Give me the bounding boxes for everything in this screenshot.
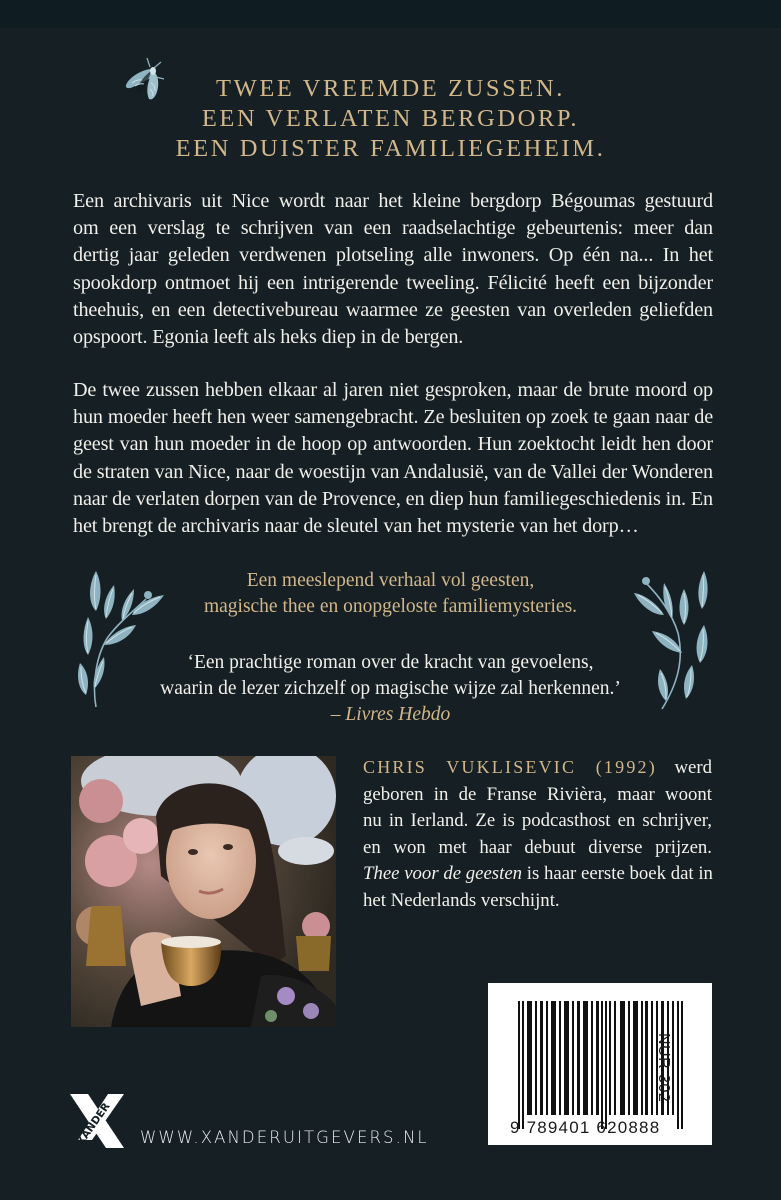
review-source: – Livres Hebdo xyxy=(330,704,451,725)
svg-text:XANDER: XANDER xyxy=(74,1100,113,1148)
publisher-website-link[interactable]: WWW.XANDERUITGEVERS.NL xyxy=(140,1128,429,1147)
tagline-line-1: TWEE VREEMDE ZUSSEN. xyxy=(216,75,565,102)
blurb xyxy=(0,568,781,620)
book-title: Thee voor de geesten xyxy=(363,863,523,885)
bio-line: geboren in de Franse Rivièra, maar woont xyxy=(363,783,712,805)
xander-logo-icon xyxy=(68,1092,126,1150)
synopsis-paragraph-1 xyxy=(73,188,713,351)
synopsis-line: dertig jaar geleden verdwenen plotseling alle inwoners. Op één na... In het xyxy=(73,244,713,267)
author-name: CHRIS VUKLISEVIC (1992) xyxy=(363,757,657,777)
synopsis-line: de straten van Nice, naar de woestijn van Andalusië, van de Vallei der Wonderen xyxy=(73,460,713,483)
synopsis-line: hun moeder heeft hen weer samengebracht. Ze besluiten op zoek te gaan naar de xyxy=(73,406,713,429)
bio-line xyxy=(363,754,712,782)
blurb-line-2: magische thee en onopgeloste familiemysteries. xyxy=(203,596,578,617)
bio-text: is haar eerste boek dat in xyxy=(522,863,713,885)
barcode xyxy=(488,983,712,1145)
blurb-line-1: Een meeslepend verhaal vol geesten, xyxy=(246,570,535,591)
bio-line: het Nederlands verschijnt. xyxy=(363,889,560,911)
isbn-number: 9 789401 620888 xyxy=(510,1118,661,1137)
nur-code: NUR 302 xyxy=(655,1033,672,1103)
author-photo xyxy=(71,756,336,1027)
tagline xyxy=(0,74,781,164)
top-edge-strip xyxy=(0,0,781,28)
synopsis-line: De twee zussen hebben elkaar al jaren niet gesproken, maar de brute moord op xyxy=(73,379,713,401)
review-line-1: ‘Een prachtige roman over de kracht van gevoelens, xyxy=(187,652,594,673)
synopsis-line: spookdorp ontmoet hij een intrigerende tweeling. Félicité heeft een bijzonder xyxy=(73,271,713,294)
review-quote xyxy=(0,650,781,728)
synopsis-line: theehuis, en een detectivebureau waarmee ze geesten van overleden geliefden xyxy=(73,298,713,321)
bio-line: en won met haar debuut diverse prijzen. xyxy=(363,836,712,858)
bio-line: nu in Ierland. Ze is podcasthost en schrijver, xyxy=(363,810,712,832)
review-line-2: waarin de lezer zichzelf op magische wijze zal herkennen.’ xyxy=(160,678,621,699)
synopsis-line: om een verslag te schrijven van een raadselachtige gebeurtenis: meer dan xyxy=(73,217,713,240)
synopsis-line: het brengt de archivaris naar de sleutel van het mysterie van het dorp… xyxy=(73,515,639,538)
author-bio xyxy=(363,754,712,915)
tagline-line-3: EEN DUISTER FAMILIEGEHEIM. xyxy=(175,135,606,162)
synopsis-line: naar de verlaten dorpen van de Provence, en diep hun familiegeschiedenis in. En xyxy=(73,487,713,510)
bio-line xyxy=(363,861,712,888)
synopsis-line: opspoort. Egonia leeft als heks diep in de bergen. xyxy=(73,326,464,349)
tagline-line-2: EEN VERLATEN BERGDORP. xyxy=(201,105,580,132)
synopsis-line: Een archivaris uit Nice wordt naar het kleine bergdorp Bégoumas gestuurd xyxy=(73,190,713,212)
synopsis-paragraph-2 xyxy=(73,377,713,540)
synopsis-line: geest van hun moeder in de hoop op antwoorden. Hun zoektocht leidt hen door xyxy=(73,433,713,456)
bio-text: werd xyxy=(656,757,712,778)
